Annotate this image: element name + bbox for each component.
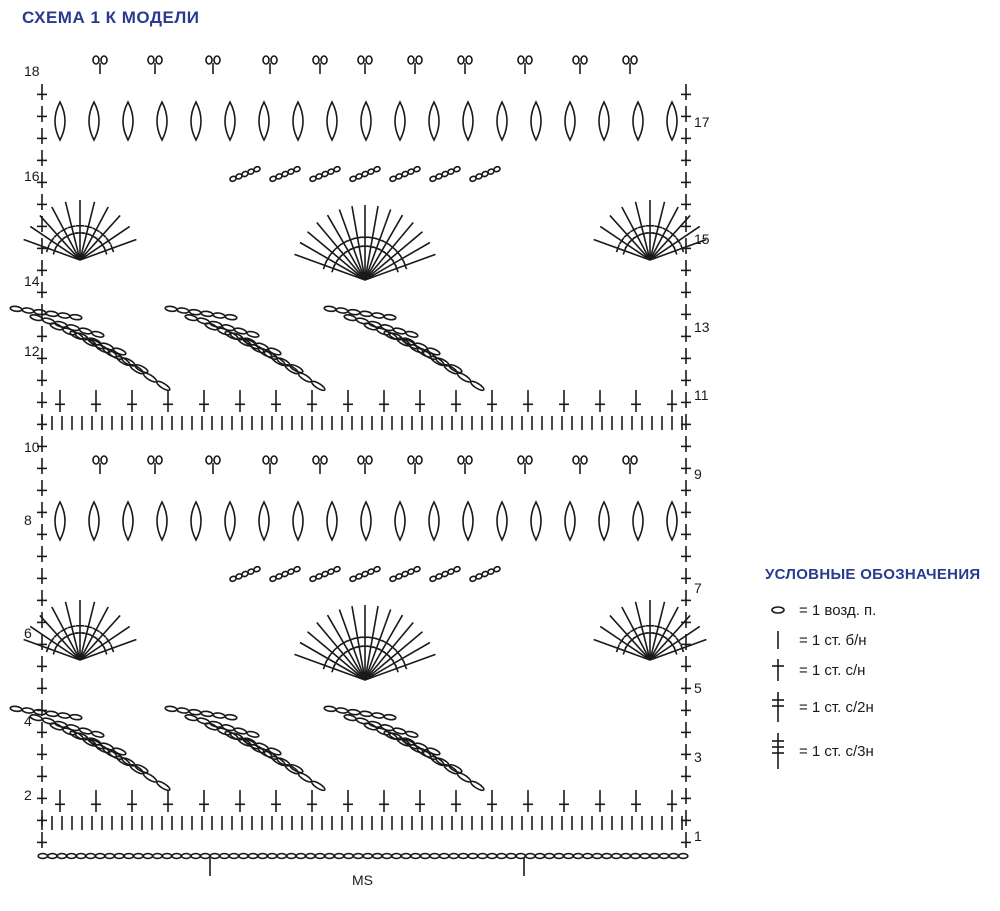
chain-arc xyxy=(269,166,301,182)
double-crochet xyxy=(271,390,281,412)
petal-cluster xyxy=(531,102,541,140)
petal-cluster xyxy=(429,102,439,140)
edge-double-crochet xyxy=(37,810,47,826)
petal-cluster xyxy=(599,502,609,540)
picot xyxy=(93,456,107,474)
double-crochet xyxy=(163,390,173,412)
petal-cluster xyxy=(395,502,405,540)
legend-text: = 1 ст. с/н xyxy=(799,661,866,679)
petal-cluster xyxy=(123,502,133,540)
petal-cluster xyxy=(667,502,677,540)
edge-double-crochet xyxy=(37,216,47,232)
edge-double-crochet xyxy=(37,612,47,628)
edge-double-crochet xyxy=(681,128,691,144)
edge-double-crochet xyxy=(681,480,691,496)
chain-arc xyxy=(349,166,381,182)
picot xyxy=(206,456,220,474)
edge-double-crochet xyxy=(37,502,47,518)
edge-double-crochet xyxy=(681,106,691,122)
petal-cluster xyxy=(463,502,473,540)
edge-double-crochet xyxy=(681,788,691,804)
picot xyxy=(573,56,587,74)
double-crochet xyxy=(415,390,425,412)
double-crochet xyxy=(559,390,569,412)
petal-cluster xyxy=(361,102,371,140)
double-crochet xyxy=(163,790,173,812)
petal-cluster xyxy=(225,502,235,540)
row-number-left: 14 xyxy=(24,273,40,289)
edge-double-crochet xyxy=(37,326,47,342)
chain-arc xyxy=(269,566,301,582)
double-crochet xyxy=(487,390,497,412)
edge-double-crochet xyxy=(37,524,47,540)
picot xyxy=(458,456,472,474)
row-number-left: 4 xyxy=(24,713,32,729)
picot xyxy=(518,56,532,74)
edge-double-crochet xyxy=(37,458,47,474)
edge-double-crochet xyxy=(681,392,691,408)
double-crochet xyxy=(127,790,137,812)
chain-symbol-icon xyxy=(765,604,791,616)
double-crochet-symbol-icon xyxy=(765,657,791,683)
double-crochet xyxy=(235,790,245,812)
petal-cluster xyxy=(361,502,371,540)
edge-double-crochet xyxy=(37,744,47,760)
petal-cluster xyxy=(565,102,575,140)
petal-cluster xyxy=(293,102,303,140)
petal-cluster xyxy=(327,102,337,140)
double-crochet xyxy=(271,790,281,812)
legend-item-double-crochet xyxy=(765,655,995,685)
legend-title: УСЛОВНЫЕ ОБОЗНАЧЕНИЯ xyxy=(765,566,981,583)
edge-double-crochet xyxy=(681,458,691,474)
petal-cluster xyxy=(157,102,167,140)
row-number-left: 10 xyxy=(24,439,40,455)
edge-double-crochet xyxy=(37,106,47,122)
edge-double-crochet xyxy=(37,392,47,408)
edge-double-crochet xyxy=(37,722,47,738)
row-numbers-right xyxy=(694,114,710,844)
chain-ray xyxy=(383,330,463,374)
chain-arc xyxy=(469,166,501,182)
double-crochet xyxy=(631,790,641,812)
chain-arc xyxy=(469,566,501,582)
picot xyxy=(148,456,162,474)
edge-double-crochet xyxy=(681,282,691,298)
row-number-left: 18 xyxy=(24,63,40,79)
chain-arc xyxy=(229,166,261,182)
edge-double-crochet xyxy=(681,524,691,540)
treble-crochet-symbol-icon xyxy=(765,690,791,724)
petal-cluster xyxy=(565,502,575,540)
chain-ray xyxy=(69,730,149,774)
picot xyxy=(313,56,327,74)
chain-arc xyxy=(389,566,421,582)
edge-double-crochet xyxy=(681,326,691,342)
double-crochet xyxy=(379,390,389,412)
double-crochet xyxy=(631,390,641,412)
chain-arc xyxy=(309,166,341,182)
double-crochet xyxy=(343,390,353,412)
edge-double-crochet xyxy=(681,568,691,584)
picot xyxy=(263,456,277,474)
edge-double-crochet xyxy=(681,304,691,320)
picot xyxy=(408,456,422,474)
double-crochet xyxy=(91,390,101,412)
edge-double-crochet xyxy=(37,194,47,210)
left-shell-fan xyxy=(24,200,137,260)
foundation-chain xyxy=(38,854,688,859)
double-crochet xyxy=(199,790,209,812)
petal-cluster xyxy=(327,502,337,540)
edge-double-crochet xyxy=(37,150,47,166)
picot xyxy=(358,56,372,74)
picot xyxy=(148,56,162,74)
row-number-left: 16 xyxy=(24,168,40,184)
row-number-right: 15 xyxy=(694,231,710,247)
petal-cluster xyxy=(191,102,201,140)
edge-double-crochet xyxy=(37,546,47,562)
edge-double-crochet xyxy=(37,568,47,584)
edge-double-crochet xyxy=(681,194,691,210)
double-crochet xyxy=(235,390,245,412)
picot xyxy=(408,56,422,74)
double-crochet xyxy=(199,390,209,412)
chain-arc xyxy=(429,566,461,582)
edge-double-crochet xyxy=(681,700,691,716)
petal-cluster xyxy=(191,502,201,540)
edge-double-crochet xyxy=(37,656,47,672)
picot xyxy=(623,456,637,474)
chain-ray xyxy=(69,330,149,374)
row-number-right: 3 xyxy=(694,749,702,765)
petal-cluster xyxy=(259,502,269,540)
chain-arc xyxy=(389,166,421,182)
petal-cluster xyxy=(55,102,65,140)
double-crochet xyxy=(379,790,389,812)
edge-double-crochet xyxy=(681,436,691,452)
petal-cluster xyxy=(395,102,405,140)
chain-arc xyxy=(229,566,261,582)
double-crochet xyxy=(487,790,497,812)
row-number-right: 7 xyxy=(694,580,702,596)
scheme-title: СХЕМА 1 К МОДЕЛИ xyxy=(22,8,200,27)
row-number-left: 12 xyxy=(24,343,40,359)
edge-double-crochet xyxy=(37,370,47,386)
double-crochet xyxy=(127,390,137,412)
edge-double-crochet xyxy=(681,766,691,782)
double-crochet xyxy=(523,390,533,412)
edge-double-crochet xyxy=(681,370,691,386)
petal-cluster xyxy=(89,502,99,540)
double-crochet xyxy=(595,790,605,812)
edge-double-crochet xyxy=(37,128,47,144)
picot xyxy=(458,56,472,74)
edge-double-crochet xyxy=(681,260,691,276)
double-crochet xyxy=(667,390,677,412)
edge-double-crochet xyxy=(681,502,691,518)
legend-text: = 1 ст. с/3н xyxy=(799,742,874,760)
row-number-right: 1 xyxy=(694,828,702,844)
edge-double-crochet xyxy=(37,832,47,848)
picot xyxy=(93,56,107,74)
petal-cluster xyxy=(633,502,643,540)
edge-double-crochet xyxy=(681,590,691,606)
row-number-left: 8 xyxy=(24,512,32,528)
edge-double-crochet xyxy=(37,678,47,694)
chart-body xyxy=(10,56,706,858)
chain-ray xyxy=(224,330,304,374)
petal-cluster xyxy=(55,502,65,540)
edge-double-crochet xyxy=(37,414,47,430)
petal-cluster xyxy=(225,102,235,140)
edge-double-crochet xyxy=(37,590,47,606)
row-number-left: 2 xyxy=(24,787,32,803)
row-number-right: 11 xyxy=(694,387,709,403)
double-crochet xyxy=(307,790,317,812)
petal-cluster xyxy=(463,102,473,140)
edge-double-crochet xyxy=(681,744,691,760)
edge-double-crochet xyxy=(681,84,691,100)
row-number-right: 5 xyxy=(694,680,702,696)
chain-arc xyxy=(429,166,461,182)
double-crochet xyxy=(559,790,569,812)
edge-double-crochet xyxy=(681,348,691,364)
petal-cluster xyxy=(531,502,541,540)
chain-arc xyxy=(309,566,341,582)
double-crochet xyxy=(55,790,65,812)
row-number-right: 13 xyxy=(694,319,710,335)
legend-item-single-crochet xyxy=(765,625,995,655)
picot xyxy=(623,56,637,74)
picot xyxy=(263,56,277,74)
petal-cluster xyxy=(123,102,133,140)
legend-text: = 1 ст. б/н xyxy=(799,631,867,649)
petal-cluster xyxy=(497,102,507,140)
single-crochet-symbol-icon xyxy=(765,629,791,651)
picot xyxy=(518,456,532,474)
double-crochet xyxy=(307,390,317,412)
picot xyxy=(206,56,220,74)
edge-double-crochet xyxy=(37,480,47,496)
double-crochet xyxy=(91,790,101,812)
edge-double-crochet xyxy=(681,150,691,166)
edge-double-crochet xyxy=(681,832,691,848)
picot xyxy=(313,456,327,474)
double-crochet xyxy=(55,390,65,412)
edge-double-crochet xyxy=(681,546,691,562)
row-number-right: 17 xyxy=(694,114,710,130)
petal-cluster xyxy=(157,502,167,540)
left-shell-fan xyxy=(24,600,137,660)
chain-arc xyxy=(349,566,381,582)
edge-double-crochet xyxy=(681,722,691,738)
edge-double-crochet xyxy=(37,84,47,100)
double-crochet xyxy=(667,790,677,812)
edge-double-crochet xyxy=(37,238,47,254)
double-treble-crochet-symbol-icon xyxy=(765,731,791,771)
edge-double-crochet xyxy=(681,656,691,672)
petal-cluster xyxy=(633,102,643,140)
chain-ray xyxy=(383,730,463,774)
double-crochet xyxy=(523,790,533,812)
petal-cluster xyxy=(89,102,99,140)
edge-double-crochet xyxy=(681,678,691,694)
legend-text: = 1 ст. с/2н xyxy=(799,698,874,716)
center-label: MS xyxy=(352,872,373,888)
petal-cluster xyxy=(599,102,609,140)
picot xyxy=(573,456,587,474)
legend-item-treble-crochet xyxy=(765,685,995,729)
row-number-left: 6 xyxy=(24,625,32,641)
petal-cluster xyxy=(497,502,507,540)
legend xyxy=(765,566,995,773)
row-number-right: 9 xyxy=(694,466,702,482)
chain-ray xyxy=(224,730,304,774)
petal-cluster xyxy=(293,502,303,540)
double-crochet xyxy=(451,790,461,812)
right-shell-fan xyxy=(594,600,707,660)
petal-cluster xyxy=(259,102,269,140)
edge-double-crochet xyxy=(37,788,47,804)
double-crochet xyxy=(595,390,605,412)
edge-double-crochet xyxy=(37,766,47,782)
right-shell-fan xyxy=(594,200,707,260)
picot xyxy=(358,456,372,474)
row-numbers-left xyxy=(24,63,40,803)
edge-double-crochet xyxy=(681,172,691,188)
central-shell-fan xyxy=(295,205,436,280)
petal-cluster xyxy=(667,102,677,140)
petal-cluster xyxy=(429,502,439,540)
double-crochet xyxy=(451,390,461,412)
double-crochet xyxy=(343,790,353,812)
legend-item-chain xyxy=(765,595,995,625)
central-shell-fan xyxy=(295,605,436,680)
double-crochet xyxy=(415,790,425,812)
edge-double-crochet xyxy=(681,612,691,628)
legend-text: = 1 возд. п. xyxy=(799,601,877,619)
legend-item-double-treble-crochet xyxy=(765,729,995,773)
